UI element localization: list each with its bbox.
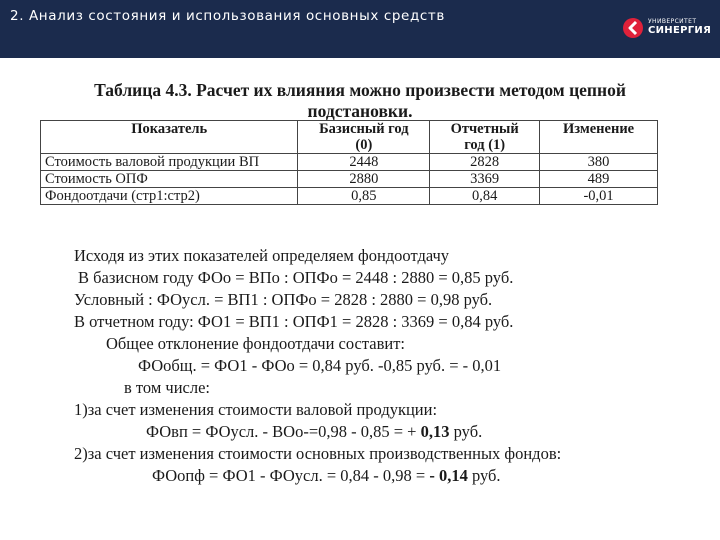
slide-header [0, 0, 720, 58]
calc-line-factor1-label: 1)за счет изменения стоимости валовой продукции: [74, 400, 438, 419]
slide-title: 2. Анализ состояния и использования основных средств [10, 8, 445, 24]
calc-line-base-year: В базисном году ФОо = ВПо : ОПФо = 2448 : 2880 = 0,85 руб. [78, 268, 514, 287]
table-cell: 0,85 [298, 188, 430, 205]
calc-line-factor1: ФОвп = ФОусл. - ВОо-=0,98 - 0,85 = + 0,13 руб. [146, 422, 483, 441]
col-header-report-year: Отчетный год (1) [430, 121, 540, 154]
table-title-line1: Таблица 4.3. Расчет их влияния можно произвести методом цепной [94, 80, 626, 100]
col-header-change: Изменение [540, 121, 658, 154]
table-title-line2: подстановки. [307, 101, 413, 121]
table-row [41, 188, 658, 205]
calc-line-factor2-label: 2)за счет изменения стоимости основных производственных фондов: [74, 444, 562, 463]
table-cell: 380 [540, 154, 658, 171]
calculation-text [74, 245, 674, 487]
indicators-table [40, 120, 658, 205]
calc-line-conditional: Условный : ФОусл. = ВП1 : ОПФо = 2828 : 2880 = 0,98 руб. [74, 290, 493, 309]
table-cell: Стоимость валовой продукции ВП [41, 154, 298, 171]
table-header-row [41, 121, 658, 154]
table-cell: Стоимость ОПФ [41, 171, 298, 188]
table-cell: 489 [540, 171, 658, 188]
calc-line-including: в том числе: [124, 378, 211, 397]
col-header-base-year: Базисный год (0) [298, 121, 430, 154]
calc-line-intro: Исходя из этих показателей определяем фондоотдачу [74, 246, 450, 265]
logo-synergy-text: СИНЕРГИЯ [648, 25, 712, 36]
calc-line-total-deviation-label: Общее отклонение фондоотдачи составит: [106, 334, 406, 353]
table-cell: 2880 [298, 171, 430, 188]
logo-university-text: УНИВЕРСИТЕТ [648, 18, 697, 25]
synergy-logo-icon [622, 17, 644, 39]
synergy-logo [622, 17, 712, 43]
table-cell: 0,84 [430, 188, 540, 205]
table-cell: 3369 [430, 171, 540, 188]
calc-line-report-year: В отчетном году: ФО1 = ВП1 : ОПФ1 = 2828 : 3369 = 0,84 руб. [74, 312, 514, 331]
col-header-indicator: Показатель [41, 121, 298, 154]
table-row [41, 171, 658, 188]
table-title [40, 80, 680, 122]
calc-line-total-deviation: ФОобщ. = ФО1 - ФОо = 0,84 руб. -0,85 руб. = - 0,01 [138, 356, 502, 375]
table-cell: 2828 [430, 154, 540, 171]
table-cell: -0,01 [540, 188, 658, 205]
calc-line-factor2: ФОопф = ФО1 - ФОусл. = 0,84 - 0,98 = - 0,14 руб. [152, 466, 501, 485]
table-cell: 2448 [298, 154, 430, 171]
table-cell: Фондоотдачи (стр1:стр2) [41, 188, 298, 205]
table-row [41, 154, 658, 171]
